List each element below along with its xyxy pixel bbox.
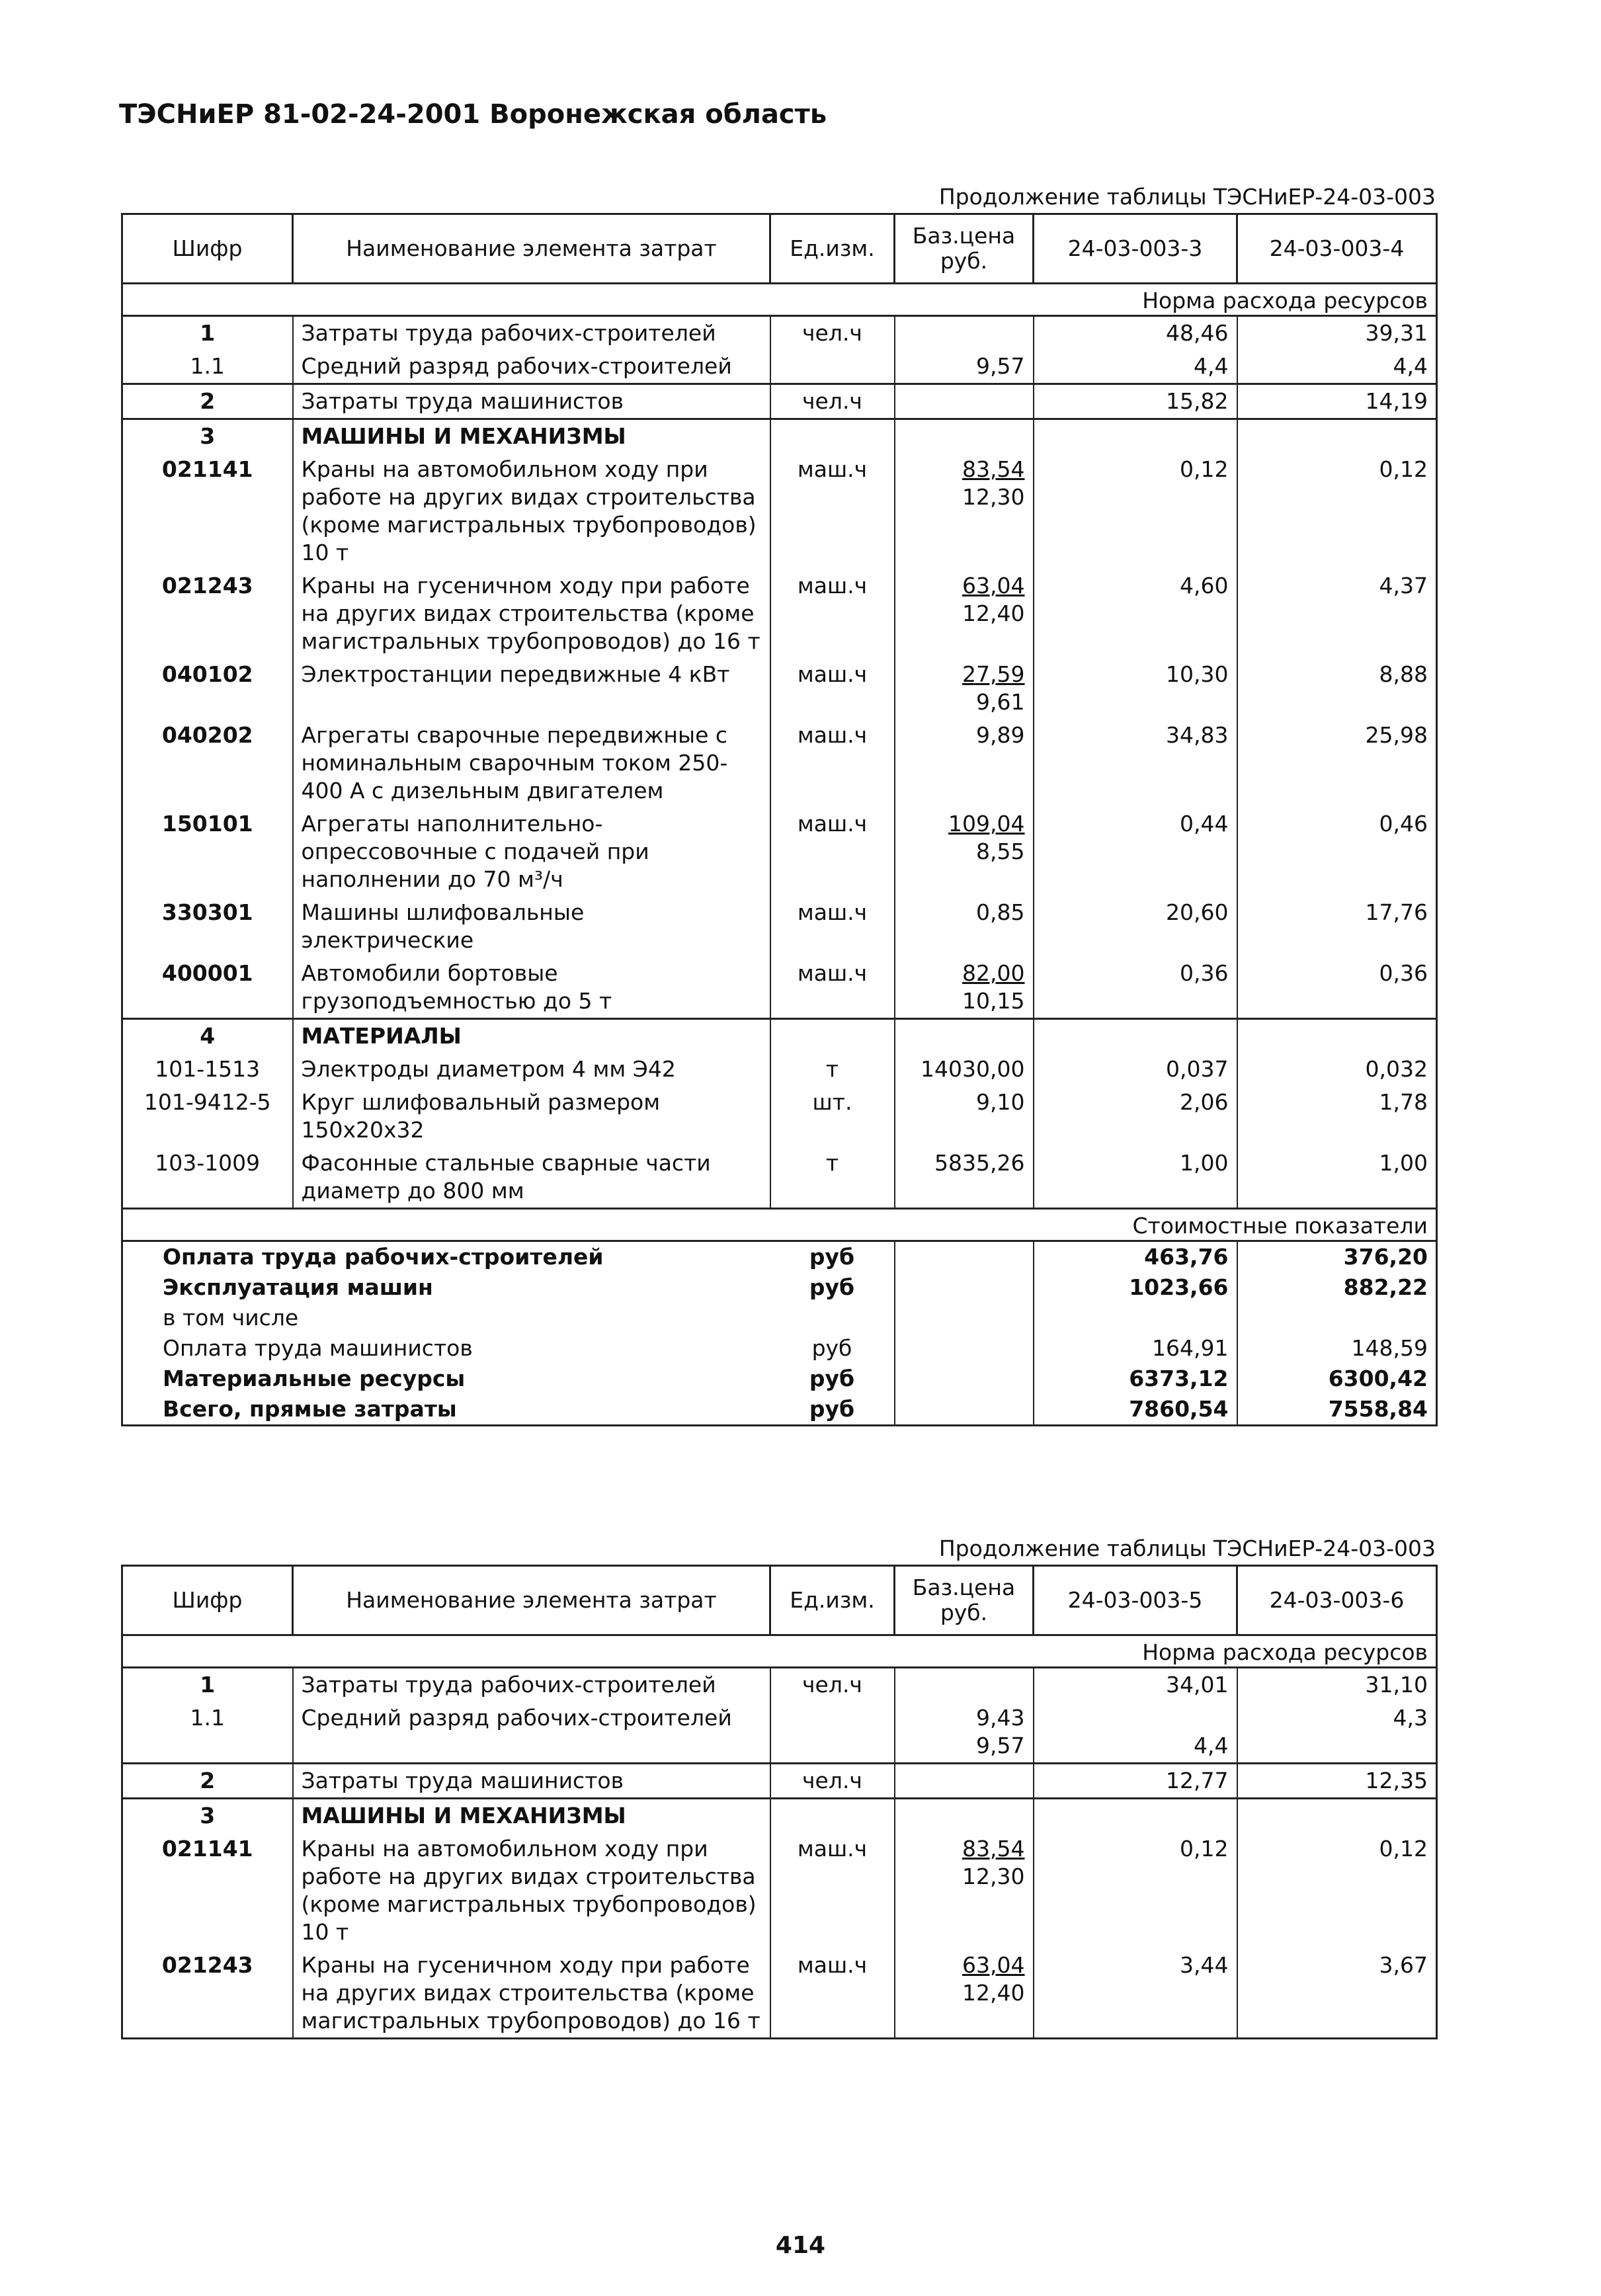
base-price: 63,04 [962,573,1025,598]
table-row [122,658,1437,719]
table-row [122,807,1437,896]
totals-value-2 [1237,1303,1437,1333]
table-row [122,1949,1437,2039]
column-header-code: Шифр [122,214,293,284]
table-row [122,1086,1437,1147]
cell-unit: маш.ч [770,658,895,719]
cell-norm-2: 3,67 [1237,1949,1437,2039]
table-row [122,1147,1437,1209]
cell-code: 103-1009 [122,1147,293,1209]
document-title: ТЭСНиЕР 81-02-24-2001 Воронежская область [119,99,827,130]
cell-code: 021243 [122,569,293,658]
operator-wage: 12,30 [962,484,1025,510]
cell-norm-2 [1237,419,1437,454]
base-price: 63,04 [962,1952,1025,1978]
base-price: 9,89 [976,722,1025,748]
cell-name: Затраты труда машинистов [293,1764,770,1799]
column-header-name: Наименование элемента затрат [293,1566,770,1635]
cell-unit: чел.ч [770,1764,895,1799]
resource-table [121,213,1438,1426]
operator-wage: 10,15 [962,988,1025,1014]
totals-label: Материальные ресурсы [122,1364,770,1394]
totals-unit: руб [770,1333,895,1364]
norm-heading: Норма расхода ресурсов [122,1635,1437,1668]
section-heading-row [122,1635,1437,1668]
cell-price [895,453,1034,569]
section-heading-row [122,284,1437,316]
cell-norm-2: 39,31 [1237,316,1437,350]
cell-code: 2 [122,384,293,419]
totals-unit: руб [770,1241,895,1273]
table-row [122,1053,1437,1086]
cell-name: Краны на гусеничном ходу при работе на других видах строительства (кроме магистральных трубопроводов) до 16 т [293,1949,770,2039]
cell-norm-1: 0,44 [1034,807,1237,896]
cell-unit [770,1702,895,1764]
cell-unit: шт. [770,1086,895,1147]
totals-value-2: 7558,84 [1237,1394,1437,1426]
cell-norm-1: 4,60 [1034,569,1237,658]
base-price: 82,00 [962,960,1025,986]
cell-norm-1: 4,4 [1034,350,1237,384]
table-row [122,316,1437,350]
page-number: 414 [775,2232,826,2259]
cell-norm-2: 0,032 [1237,1053,1437,1086]
cell-name: Агрегаты сварочные передвижные с номинальным сварочным током 250-400 А с дизельным двигателем [293,719,770,807]
cell-price [895,1053,1034,1086]
cell-norm-1 [1034,1019,1237,1053]
cell-norm-2: 0,46 [1237,807,1437,896]
table-row [122,350,1437,384]
cell-code: 2 [122,1764,293,1799]
table-row [122,719,1437,807]
cell-unit: маш.ч [770,1949,895,2039]
cell-code: 101-9412-5 [122,1086,293,1147]
cell-name: Фасонные стальные сварные части диаметр до 800 мм [293,1147,770,1209]
totals-row [122,1272,1437,1303]
table-row [122,896,1437,957]
table-row [122,453,1437,569]
price-header-line2: руб. [940,248,988,274]
cell-price [895,1832,1034,1949]
cell-norm-1 [1034,419,1237,454]
cell-norm-1: 1,00 [1034,1147,1237,1209]
totals-value-1 [1034,1303,1237,1333]
column-header-norm-1: 24-03-003-3 [1034,214,1237,284]
totals-value-2: 6300,42 [1237,1364,1437,1394]
cell-norm-2 [1237,1799,1437,1833]
column-header-price [895,214,1034,284]
operator-wage: 8,55 [976,839,1025,864]
cell-price [895,807,1034,896]
cell-norm-1: 0,12 [1034,1832,1237,1949]
base-price: 109,04 [948,811,1025,837]
totals-value-2: 882,22 [1237,1272,1437,1303]
norm-value: 4,4 [1194,1733,1229,1758]
totals-value-1: 1023,66 [1034,1272,1237,1303]
cell-name: Затраты труда машинистов [293,384,770,419]
totals-body [122,1241,1437,1426]
cell-name: Круг шлифовальный размером 150х20х32 [293,1086,770,1147]
table-header-row [122,1566,1437,1635]
table-row [122,1019,1437,1053]
totals-row [122,1333,1437,1364]
cost-heading: Стоимостные показатели [122,1209,1437,1241]
totals-row [122,1394,1437,1426]
cell-name: Затраты труда рабочих-строителей [293,316,770,350]
base-price: 0,85 [976,899,1025,925]
cell-name: МАШИНЫ И МЕХАНИЗМЫ [293,1799,770,1833]
cell-code: 021141 [122,1832,293,1949]
cell-unit: чел.ч [770,316,895,350]
totals-value-1: 463,76 [1034,1241,1237,1273]
cell-name: Автомобили бортовые грузоподъемностью до 5 т [293,957,770,1019]
base-price: 83,54 [962,1836,1025,1862]
cell-unit: маш.ч [770,569,895,658]
cell-norm-2: 17,76 [1237,896,1437,957]
table-row [122,1764,1437,1799]
cell-norm-1 [1034,1799,1237,1833]
totals-value-1: 7860,54 [1034,1394,1237,1426]
cell-name: Краны на гусеничном ходу при работе на других видах строительства (кроме магистральных трубопроводов) до 16 т [293,569,770,658]
cell-name: Агрегаты наполнительно-опрессовочные с подачей при наполнении до 70 м³/ч [293,807,770,896]
base-price: 5835,26 [934,1150,1025,1176]
cell-norm-2 [1237,1019,1437,1053]
column-header-unit: Ед.изм. [770,1566,895,1635]
totals-label: Всего, прямые затраты [122,1394,770,1426]
cell-price [895,419,1034,454]
cell-code: 400001 [122,957,293,1019]
table-body [122,1668,1437,2039]
cell-norm-2: 31,10 [1237,1668,1437,1702]
cell-code: 3 [122,419,293,454]
base-price: 27,59 [962,661,1025,687]
cell-price [895,957,1034,1019]
table-caption: Продолжение таблицы ТЭСНиЕР-24-03-003 [938,1536,1436,1561]
cell-name: Машины шлифовальные электрические [293,896,770,957]
column-header-norm-2: 24-03-003-4 [1237,214,1437,284]
cell-price [895,1086,1034,1147]
totals-row [122,1303,1437,1333]
cell-unit [770,1019,895,1053]
totals-value-1: 6373,12 [1034,1364,1237,1394]
cell-norm-2: 25,98 [1237,719,1437,807]
cell-price [895,1147,1034,1209]
totals-empty-cell [895,1272,1034,1303]
totals-empty-cell [895,1333,1034,1364]
cell-norm-1: 10,30 [1034,658,1237,719]
cell-name: Электростанции передвижные 4 кВт [293,658,770,719]
cell-name: МАТЕРИАЛЫ [293,1019,770,1053]
cell-code: 3 [122,1799,293,1833]
cell-norm-1: 12,77 [1034,1764,1237,1799]
cell-price [895,1764,1034,1799]
norm-heading: Норма расхода ресурсов [122,284,1437,316]
cell-norm-1: 0,36 [1034,957,1237,1019]
section-heading-row [122,1209,1437,1241]
table-row [122,1799,1437,1833]
totals-unit: руб [770,1394,895,1426]
cell-norm-2: 1,78 [1237,1086,1437,1147]
cell-price [895,1019,1034,1053]
cell-norm-2: 12,35 [1237,1764,1437,1799]
resource-table [121,1565,1438,2039]
totals-empty-cell [895,1394,1034,1426]
cell-code: 1 [122,316,293,350]
cell-code: 1.1 [122,350,293,384]
totals-label: Оплата труда машинистов [122,1333,770,1364]
cell-code: 040102 [122,658,293,719]
cell-unit: чел.ч [770,1668,895,1702]
totals-unit [770,1303,895,1333]
cell-norm-2: 4,3 [1237,1702,1437,1764]
cell-norm-2: 14,19 [1237,384,1437,419]
base-price: 83,54 [962,456,1025,482]
cell-unit: маш.ч [770,807,895,896]
cell-code: 1 [122,1668,293,1702]
cell-unit: т [770,1053,895,1086]
totals-value-1: 164,91 [1034,1333,1237,1364]
cell-norm-2: 0,12 [1237,1832,1437,1949]
cell-price [895,569,1034,658]
totals-label: Эксплуатация машин [122,1272,770,1303]
cell-price [895,1702,1034,1764]
totals-row [122,1364,1437,1394]
cell-price [895,658,1034,719]
cell-name: Затраты труда рабочих-строителей [293,1668,770,1702]
price-header-line1: Баз.цена [912,223,1016,249]
totals-label: Оплата труда рабочих-строителей [122,1241,770,1273]
cell-code: 1.1 [122,1702,293,1764]
cell-unit [770,419,895,454]
cell-norm-2: 4,4 [1237,350,1437,384]
base-price: 14030,00 [921,1056,1025,1082]
cell-name: Средний разряд рабочих-строителей [293,350,770,384]
totals-empty-cell [895,1364,1034,1394]
operator-wage: 12,40 [962,600,1025,626]
table-row [122,1702,1437,1764]
cell-unit: маш.ч [770,957,895,1019]
cell-code: 021141 [122,453,293,569]
cell-norm-1: 3,44 [1034,1949,1237,2039]
totals-empty-cell [895,1303,1034,1333]
cell-price [895,896,1034,957]
cell-norm-2: 0,36 [1237,957,1437,1019]
cell-code: 101-1513 [122,1053,293,1086]
cell-norm-2: 4,37 [1237,569,1437,658]
operator-wage: 9,61 [976,689,1025,715]
table-header-row [122,214,1437,284]
table-body [122,316,1437,1209]
cell-norm-1: 15,82 [1034,384,1237,419]
totals-empty-cell [895,1241,1034,1273]
cell-norm-2: 1,00 [1237,1147,1437,1209]
column-header-name: Наименование элемента затрат [293,214,770,284]
price-header-line1: Баз.цена [912,1575,1016,1600]
cell-unit [770,1799,895,1833]
cell-norm-1: 0,037 [1034,1053,1237,1086]
cell-unit: маш.ч [770,719,895,807]
column-header-norm-1: 24-03-003-5 [1034,1566,1237,1635]
cell-name: МАШИНЫ И МЕХАНИЗМЫ [293,419,770,454]
table-caption: Продолжение таблицы ТЭСНиЕР-24-03-003 [938,184,1436,210]
table-row [122,569,1437,658]
base-price: 9,57 [976,353,1025,379]
cell-norm-1: 20,60 [1034,896,1237,957]
cell-norm-1: 0,12 [1034,453,1237,569]
cell-code: 040202 [122,719,293,807]
operator-wage: 12,40 [962,1980,1025,2006]
column-header-norm-2: 24-03-003-6 [1237,1566,1437,1635]
totals-unit: руб [770,1364,895,1394]
cell-norm-1: 34,83 [1034,719,1237,807]
table-row [122,957,1437,1019]
cell-code: 330301 [122,896,293,957]
cell-norm-2: 8,88 [1237,658,1437,719]
column-header-unit: Ед.изм. [770,214,895,284]
cell-norm-1 [1034,1702,1237,1764]
totals-row [122,1241,1437,1273]
column-header-code: Шифр [122,1566,293,1635]
totals-value-2: 148,59 [1237,1333,1437,1364]
cell-name: Краны на автомобильном ходу при работе на других видах строительства (кроме магистральных трубопроводов) 10 т [293,1832,770,1949]
cell-price [895,350,1034,384]
cell-norm-1: 34,01 [1034,1668,1237,1702]
cell-price [895,1799,1034,1833]
cell-name: Электроды диаметром 4 мм Э42 [293,1053,770,1086]
cell-norm-2: 0,12 [1237,453,1437,569]
cell-unit: маш.ч [770,896,895,957]
cell-price [895,1668,1034,1702]
price-header-line2: руб. [940,1600,988,1625]
totals-label: в том числе [122,1303,770,1333]
table-row [122,1668,1437,1702]
table-row [122,1832,1437,1949]
cell-price [895,719,1034,807]
cell-unit: маш.ч [770,453,895,569]
base-price: 9,10 [976,1089,1025,1115]
cell-price [895,1949,1034,2039]
cell-price [895,316,1034,350]
operator-wage: 12,30 [962,1864,1025,1889]
totals-value-2: 376,20 [1237,1241,1437,1273]
cell-code: 4 [122,1019,293,1053]
totals-unit: руб [770,1272,895,1303]
cell-unit: т [770,1147,895,1209]
cell-code: 150101 [122,807,293,896]
base-price: 9,43 [976,1705,1025,1731]
cell-unit: чел.ч [770,384,895,419]
column-header-price [895,1566,1034,1635]
cell-unit: маш.ч [770,1832,895,1949]
cell-unit [770,350,895,384]
cell-norm-1: 48,46 [1034,316,1237,350]
cell-price [895,384,1034,419]
cell-name: Средний разряд рабочих-строителей [293,1702,770,1764]
cell-code: 021243 [122,1949,293,2039]
cell-norm-1: 2,06 [1034,1086,1237,1147]
cell-name: Краны на автомобильном ходу при работе на других видах строительства (кроме магистральных трубопроводов) 10 т [293,453,770,569]
operator-wage: 9,57 [976,1733,1025,1758]
table-row [122,384,1437,419]
table-row [122,419,1437,454]
